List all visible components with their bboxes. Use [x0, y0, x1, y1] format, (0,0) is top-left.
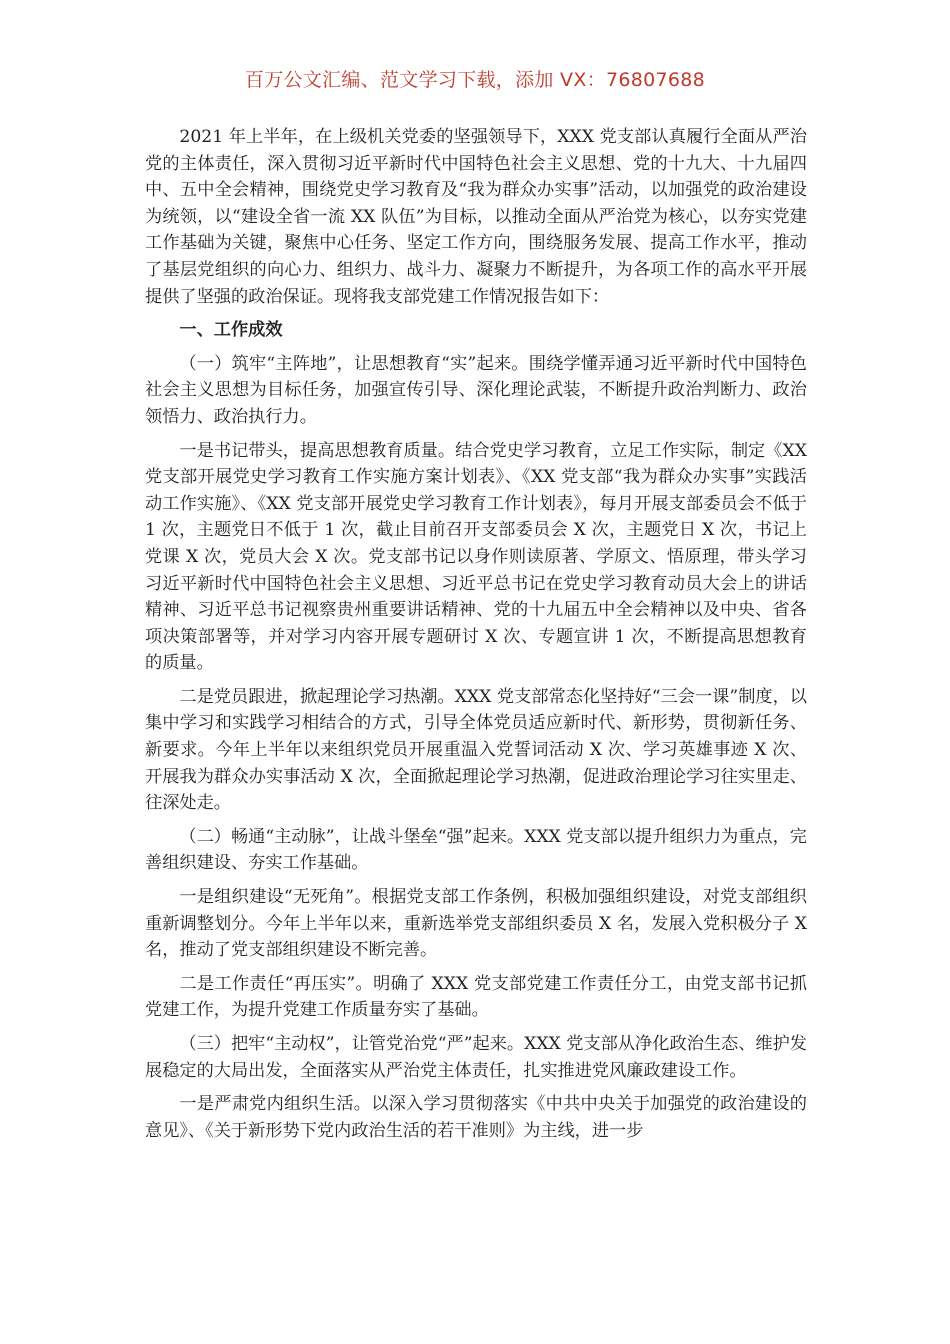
intro-paragraph: 2021 年上半年，在上级机关党委的坚强领导下，XXX 党支部认真履行全面从严治党的主体责任，深入贯彻习近平新时代中国特色社会主义思想、党的十九大、十九届四中、五中全会精神，围绕党史学习教育及“我为群众办实事”活动，以加强党的政治建设为统领，以“建设全省一流 XX 队伍”为目标，以推动全面从严治党为核心，以夯实党建工作基础为关键，聚焦中心任务、坚定工作方向，围绕服务发展、提高工作水平，推动了基层党组织的向心力、组织力、战斗力、凝聚力不断提升，为各项工作的高水平开展提供了坚强的政治保证。现将我支部党建工作情况报告如下：: [145, 127, 807, 307]
paragraph: （三）把牢“主动权”，让管党治党“严”起来。XXX 党支部从净化政治生态、维护发展稳定的大局出发，全面落实从严治党主体责任，扎实推进党风廉政建设工作。: [145, 1034, 807, 1081]
paragraph: 二是党员跟进，掀起理论学习热潮。XXX 党支部常态化坚持好“三会一课”制度，以集中学习和实践学习相结合的方式，引导全体党员适应新时代、新形势，贯彻新任务、新要求。今年上半年以来组织党员开展重温入党誓词活动 X 次、学习英雄事迹 X 次、开展我为群众办实事活动 X 次，全面掀起理论学习热潮，促进政治理论学习往实里走、往深处走。: [145, 686, 807, 814]
paragraph: 二是工作责任“再压实”。明确了 XXX 党支部党建工作责任分工，由党支部书记抓党建工作，为提升党建工作质量夯实了基础。: [145, 973, 807, 1021]
paragraph: 一是书记带头，提高思想教育质量。结合党史学习教育，立足工作实际，制定《XX 党支部开展党史学习教育工作实施方案计划表》、《XX 党支部“我为群众办实事”实践活动工作实施》、《XX 党支部开展党史学习教育工作计划表》，每月开展支部委员会不低于 1 次，主题党日不低于 1 次，截止目前召开支部委员会 X 次，主题党日 X 次，书记上党课 X 次，党员大会 X 次。党支部书记以身作则读原著、学原文、悟原理，带头学习习近平新时代中国特色社会主义思想、习近平总书记在党史学习教育动员大会上的讲话精神、习近平总书记视察贵州重要讲话精神、党的十九届五中全会精神以及中央、省各项决策部署等，并对学习内容开展专题研讨 X 次、专题宣讲 1 次，不断提高思想教育的质量。: [145, 440, 807, 674]
paragraph: 一是组织建设“无死角”。根据党支部工作条例，积极加强组织建设，对党支部组织重新调整划分。今年上半年以来，重新选举党支部组织委员 X 名，发展入党积极分子 X 名，推动了党支部组织建设不断完善。: [145, 887, 807, 961]
paragraph: 一是严肃党内组织生活。以深入学习贯彻落实《中共中央关于加强党的政治建设的意见》、《关于新形势下党内政治生活的若干准则》为主线，进一步: [145, 1094, 807, 1141]
paragraph: （二）畅通“主动脉”，让战斗堡垒“强”起来。XXX 党支部以提升组织力为重点，完善组织建设、夯实工作基础。: [145, 826, 807, 874]
paragraph: （一）筑牢“主阵地”，让思想教育“实”起来。围绕学懂弄通习近平新时代中国特色社会主义思想为目标任务，加强宣传引导、深化理论武装，不断提升政治判断力、政治领悟力、政治执行力。: [145, 353, 807, 427]
section-heading-work-results: 一、工作成效: [179, 320, 283, 341]
header-banner: 百万公文汇编、范文学习下载，添加 VX：76807688: [244, 69, 706, 91]
document-body: [145, 124, 807, 1151]
